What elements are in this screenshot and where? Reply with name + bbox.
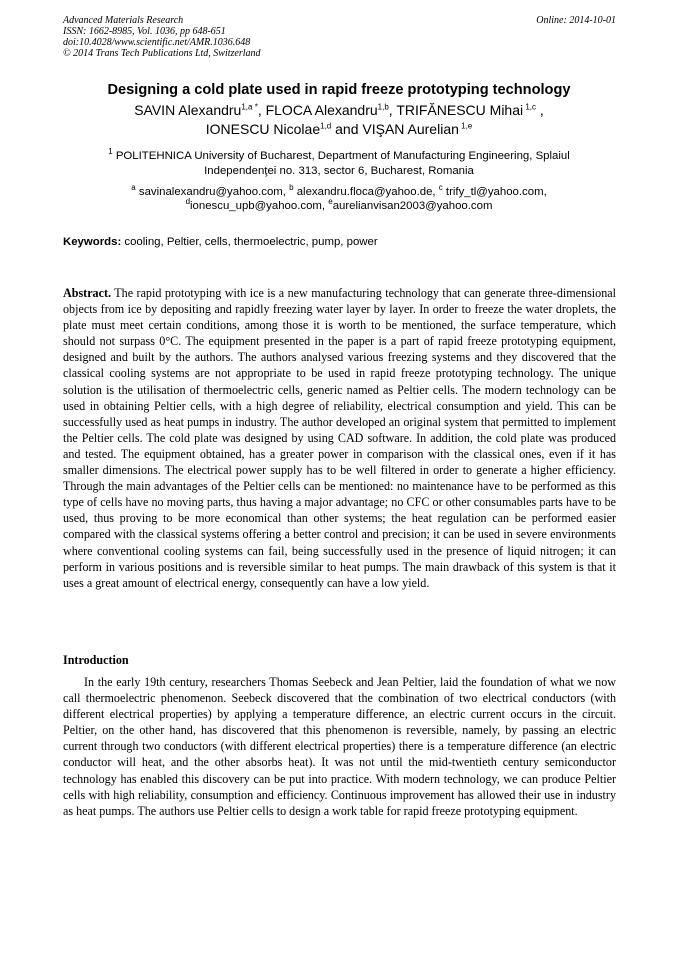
author-separator: , xyxy=(388,102,397,118)
keywords-text: cooling, Peltier, cells, thermoelectric, pump, power xyxy=(121,236,378,248)
author-list xyxy=(40,101,638,139)
author-affil-mark: 1,a * xyxy=(241,102,258,112)
email-mark: a xyxy=(131,183,136,193)
author-affil-mark: 1,e xyxy=(458,121,473,131)
author-name: VIŞAN Aurelian xyxy=(362,121,459,137)
author-name: TRIFĂNESCU Mihai xyxy=(396,102,524,118)
affiliation-line: POLITEHNICA University of Bucharest, Department of Manufacturing Engineering, Splaiul xyxy=(112,150,570,162)
keywords-label: Keywords: xyxy=(63,236,122,248)
email-link[interactable]: savinalexandru@yahoo.com, xyxy=(135,186,290,198)
abstract-text: The rapid prototyping with ice is a new manufacturing technology that can generate three-dimensional objects from ice by depositing and rapidly freezing water layer by layer. In order to freeze the water droplets, the plate must meet certain conditions, among those it is worth to be mentioned, the surface temperature, which should not surpass 0°C. The equipment presented in the paper is a part of rapid freeze prototyping equipment, designed and built by the authors. The authors analysed various freezing systems and they discovered that the classical cooling systems are not appropriate to be used in rapid freeze prototyping technology. The unique solution is the utilisation of thermoelectric cells, generic named as Peltier cells. The modern technology can be used in obtaining Peltier cells, with a high degree of reliability, electrical consumption and yield. This can be successfully used as heat pumps in industry. The author developed an original system that permitted to implement the Peltier cells. The cold plate was designed by using CAD software. In addition, the cold plate was produced and tested. The equipment obtained, has a greater power in comparison with the classical ones, even if it has smaller dimensions. The electrical power supply has to be well filtered in order to generate a higher efficiency. Through the main advantages of the Peltier cells can be mentioned: no maintenance have to be performed as this type of cells have no moving parts, thus having a major advantage; no CFC or other consumables parts have to be used, thus proving to be more economical than other systems; the heat regulation can be performed easier compared with the classical systems offering a better control and precision; it can be used in severe environments where conventional cooling systems can fail, being successfully used in the presence of liquid nitrogen; it can perform in various positions and is reversible similar to heat pumps. The main drawback of this system is that it uses a great amount of electrical energy, consequently can have a low yield. xyxy=(63,286,616,590)
introduction-text: In the early 19th century, researchers Thomas Seebeck and Jean Peltier, laid the foundation of what we now call thermoelectric phenomenon. Seebeck discovered that the combination of two electrical conductors (with different electrical properties) by applying a temperature difference, an electric current occurs in the circuit. Peltier, on the other hand, has discovered that this phenomenon is reversible, namely, by passing an electric current through two conductors (with different electrical properties) there is a temperature difference (an electric conductor will heat, and the other absorbs heat). It was not until the mid-twentieth century semiconductor technology has enabled this discovery can be put into practice. With modern technology, we can produce Peltier cells with high reliability, consumption and efficiency. Continuous improvement has allowed their use in industry as heat pumps. The authors use Peltier cells to design a work table for rapid freeze prototyping equipment. xyxy=(63,675,616,818)
author-name: SAVIN Alexandru xyxy=(134,102,242,118)
author-affil-mark: 1,c xyxy=(523,102,537,112)
email-link[interactable]: ionescu_upb@yahoo.com, xyxy=(190,200,329,212)
journal-header xyxy=(63,15,616,59)
introduction-heading: Introduction xyxy=(63,653,129,667)
author-affil-mark: 1,b xyxy=(377,102,389,112)
email-mark: e xyxy=(328,197,333,207)
keywords xyxy=(63,235,616,249)
email-mark: d xyxy=(185,197,191,207)
journal-name: Advanced Materials Research xyxy=(63,15,184,26)
author-separator: , xyxy=(536,102,544,118)
paper-title: Designing a cold plate used in rapid freeze prototyping technology xyxy=(107,82,571,98)
journal-doi: doi:10.4028/www.scientific.net/AMR.1036.648 xyxy=(63,37,251,48)
email-link[interactable]: trify_tl@yahoo.com, xyxy=(442,186,547,198)
author-emails xyxy=(40,185,638,213)
author-separator: and xyxy=(331,121,363,137)
email-mark: b xyxy=(289,183,294,193)
author-affil-mark: 1,d xyxy=(320,121,332,131)
affiliation xyxy=(40,149,638,179)
abstract-label: Abstract. xyxy=(63,286,112,300)
author-name: FLOCA Alexandru xyxy=(265,102,378,118)
abstract xyxy=(63,285,616,591)
online-date: Online: 2014-10-01 xyxy=(536,15,616,26)
affiliation-line: Independenţei no. 313, sector 6, Bucharest, Romania xyxy=(204,165,474,177)
author-separator: , xyxy=(257,102,266,118)
email-link[interactable]: aurelianvisan2003@yahoo.com xyxy=(332,200,493,212)
email-link[interactable]: alexandru.floca@yahoo.de, xyxy=(293,186,439,198)
journal-issn: ISSN: 1662-8985, Vol. 1036, pp 648-651 xyxy=(63,26,226,37)
affiliation-mark: 1 xyxy=(108,147,113,157)
email-mark: c xyxy=(438,183,443,193)
journal-copyright: © 2014 Trans Tech Publications Ltd, Switzerland xyxy=(63,48,261,59)
author-name: IONESCU Nicolae xyxy=(205,121,321,137)
